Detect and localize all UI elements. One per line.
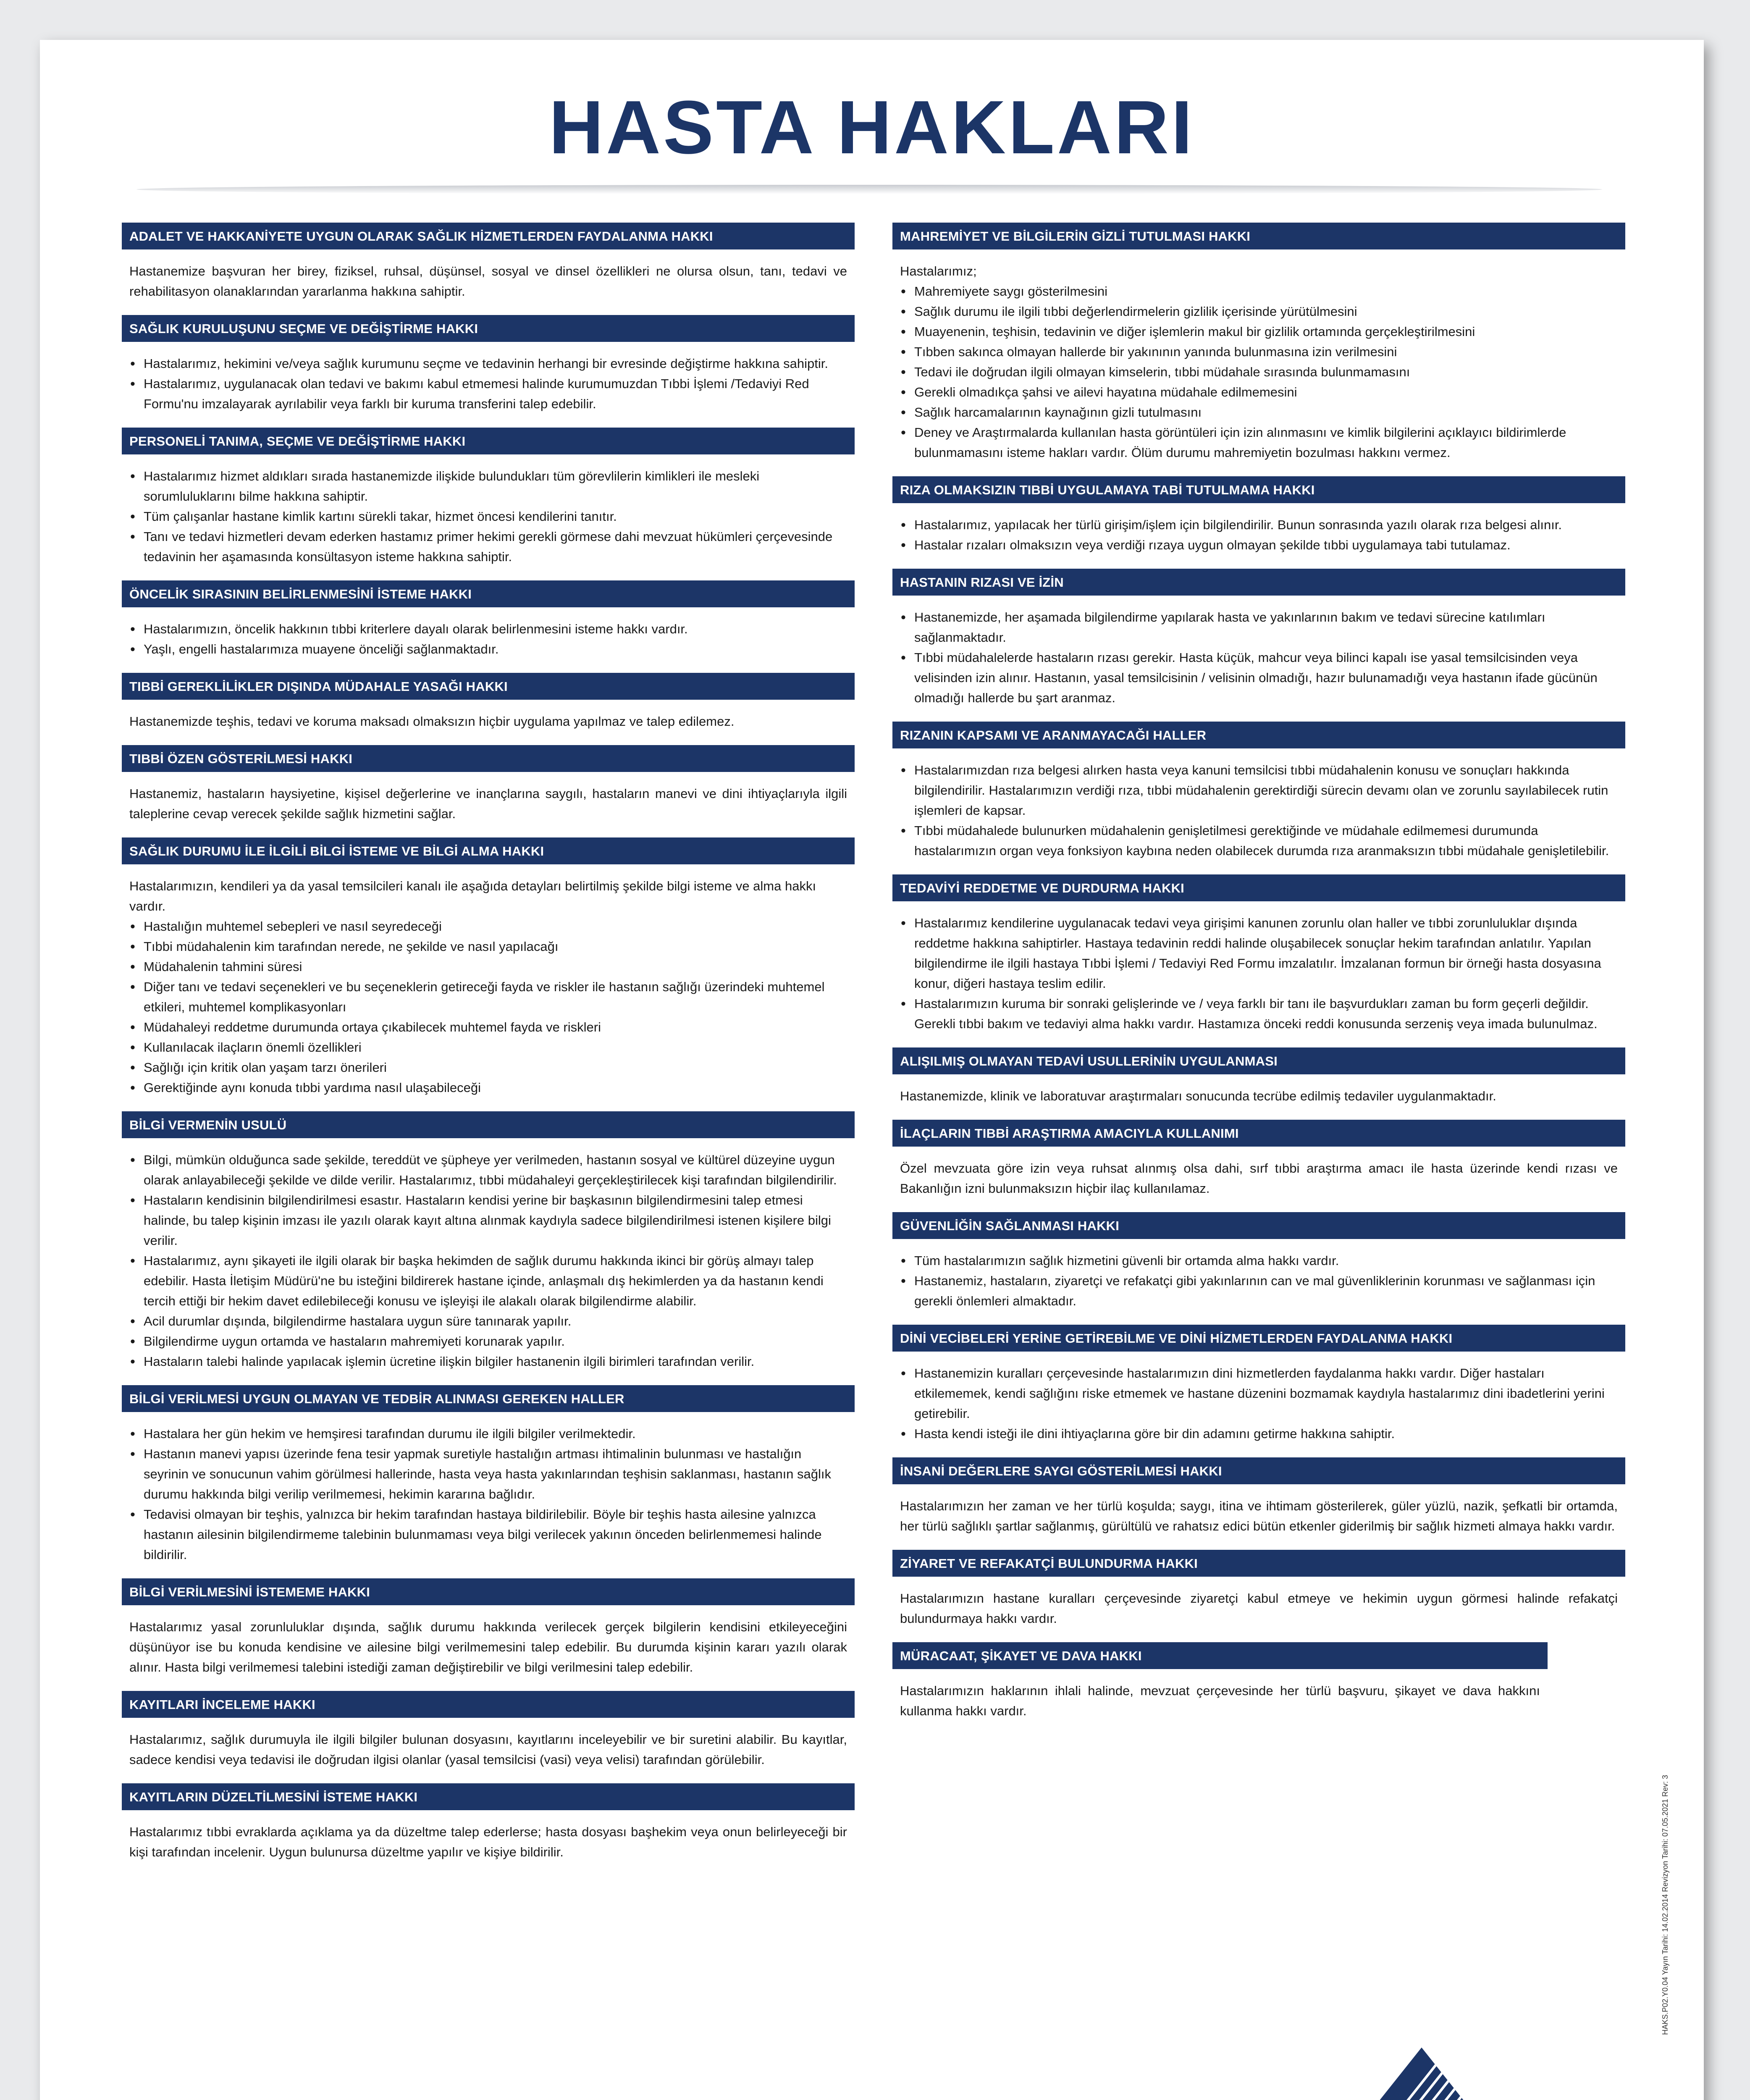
- section-body: [892, 1669, 1548, 1721]
- bullet-item: • Diğer tanı ve tedavi seçenekleri ve bu seçeneklerin getireceği fayda ve riskler ile hastanın sağlığı üzerindeki muhtemel etkileri, muhtemel komplikasyonları: [129, 977, 847, 1017]
- section-body: [892, 1074, 1625, 1106]
- section-heading: MÜRACAAT, ŞİKAYET VE DAVA HAKKI: [892, 1642, 1548, 1669]
- section-paragraph: Hastalarımız;: [900, 264, 977, 278]
- rights-section: [892, 1120, 1625, 1199]
- section-paragraph: Hastalarımız, sağlık durumuyla ile ilgili bilgiler bulunan dosyasını, kayıtlarını inceleyebilir ve bir suretini alabilir. Bu kayıtlar, sadece kendisi veya tedavisi ile doğrudan ilgisi olanlar (yasal temsilcisi (vasi) veya velisi) tarafından görülebilir.: [129, 1732, 847, 1767]
- rights-section: [892, 1212, 1625, 1311]
- bullet-list: [129, 354, 847, 414]
- section-body: [122, 454, 855, 567]
- bullet-item: • Hastanemizin kuralları çerçevesinde hastalarımızın dini hizmetlerden faydalanma hakkı vardır. Diğer hastaları etkilememek, kendi sağlığını riske etmemek ve hastane düzenini bozmamak kaydıyla hastalarımız dini ibadetlerini yerini getirebilir.: [900, 1363, 1618, 1424]
- bullet-item: • Bilgilendirme uygun ortamda ve hastaların mahremiyeti korunarak yapılır.: [129, 1331, 847, 1352]
- left-column: [122, 223, 855, 1876]
- rights-section: [122, 315, 855, 414]
- section-heading: RIZA OLMAKSIZIN TIBBİ UYGULAMAYA TABİ TUTULMAMA HAKKI: [892, 476, 1625, 503]
- section-body: [122, 1718, 855, 1770]
- rights-section: [122, 745, 855, 824]
- section-paragraph: Hastanemizde, klinik ve laboratuvar araştırmaları sonucunda tecrübe edilmiş tedaviler uygulanmaktadır.: [900, 1089, 1496, 1103]
- bullet-item: • Tüm çalışanlar hastane kimlik kartını sürekli takar, hizmet öncesi kendilerini tanıtır.: [129, 507, 847, 527]
- rights-section: [892, 1642, 1548, 1721]
- rights-section: [122, 428, 855, 567]
- rights-section: [122, 580, 855, 659]
- bullet-item: • Hastalarımız, hekimini ve/veya sağlık kurumunu seçme ve tedavinin herhangi bir evresinde değiştirme hakkına sahiptir.: [129, 354, 847, 374]
- rights-section: [122, 1385, 855, 1565]
- bullet-list: [129, 466, 847, 567]
- rights-section: [892, 476, 1625, 555]
- rights-section: [122, 223, 855, 302]
- bullet-item: • Hastalarımız, aynı şikayeti ile ilgili olarak bir başka hekimden de sağlık durumu hakkında ikinci bir görüş almayı talep edebilir. Hasta İletişim Müdürü'ne bu isteğini bildirerek hastane içinde, anlaşmalı dış hekimlerden ya da hastanın kendi tercih ettiği bir hekim davet edilebileceği konusu ve işleyişi ile alakalı olarak bilgilendirme alabilir.: [129, 1251, 847, 1311]
- section-paragraph: Hastalarımızın, kendileri ya da yasal temsilcileri kanalı ile aşağıda detayları belirtilmiş şekilde bilgi isteme ve alma hakkı vardır.: [129, 879, 816, 914]
- bullet-item: • Hastalığın muhtemel sebepleri ve nasıl seyredeceği: [129, 916, 847, 937]
- section-body: [892, 596, 1625, 708]
- rights-section: [122, 837, 855, 1098]
- section-heading: TEDAVİYİ REDDETME VE DURDURMA HAKKI: [892, 874, 1625, 901]
- hospital-logo: [1306, 2045, 1617, 2100]
- section-heading: GÜVENLİĞİN SAĞLANMASI HAKKI: [892, 1212, 1625, 1239]
- rights-section: [892, 223, 1625, 463]
- bullet-list: [900, 1251, 1618, 1311]
- bullet-item: • Hastanemizde, her aşamada bilgilendirme yapılarak hasta ve yakınlarının bakım ve tedavi sürecine katılımları sağlanmaktadır.: [900, 607, 1618, 648]
- bullet-item: • Muayenenin, teşhisin, tedavinin ve diğer işlemlerin makul bir gizlilik ortamında gerçekleştirilmesini: [900, 322, 1618, 342]
- bullet-item: • Müdahaleyi reddetme durumunda ortaya çıkabilecek muhtemel fayda ve riskleri: [129, 1017, 847, 1037]
- section-heading: BİLGİ VERİLMESİNİ İSTEMEME HAKKI: [122, 1578, 855, 1605]
- section-body: [122, 342, 855, 414]
- bullet-item: • Müdahalenin tahmini süresi: [129, 957, 847, 977]
- section-heading: BİLGİ VERİLMESİ UYGUN OLMAYAN VE TEDBİR ALINMASI GEREKEN HALLER: [122, 1385, 855, 1412]
- bullet-item: • Tıbbi müdahalenin kim tarafından nerede, ne şekilde ve nasıl yapılacağı: [129, 937, 847, 957]
- bullet-list: [129, 619, 847, 659]
- bullet-item: • Acil durumlar dışında, bilgilendirme hastalara uygun süre tanınarak yapılır.: [129, 1311, 847, 1331]
- section-heading: İLAÇLARIN TIBBİ ARAŞTIRMA AMACIYLA KULLANIMI: [892, 1120, 1625, 1147]
- bullet-item: • Hastalarımız, uygulanacak olan tedavi ve bakımı kabul etmemesi halinde kurumumuzdan Tıbbi İşlemi /Tedaviyi Red Formu'nu imzalayarak ayrılabilir veya farklı bir kuruma transferini talep edebilir.: [129, 374, 847, 414]
- bullet-item: • Tüm hastalarımızın sağlık hizmetini güvenli bir ortamda alma hakkı vardır.: [900, 1251, 1618, 1271]
- bullet-item: • Yaşlı, engelli hastalarımıza muayene önceliği sağlanmaktadır.: [129, 639, 847, 659]
- bullet-item: • Kullanılacak ilaçların önemli özellikleri: [129, 1037, 847, 1058]
- rights-section: [892, 722, 1625, 861]
- section-body: [892, 901, 1625, 1034]
- section-body: [892, 1577, 1625, 1629]
- bullet-item: • Sağlık harcamalarının kaynağının gizli tutulmasını: [900, 402, 1618, 423]
- bullet-list: [900, 913, 1618, 1034]
- section-paragraph: Hastalarımızın hastane kuralları çerçevesinde ziyaretçi kabul etmeye ve hekimin uygun görmesi halinde refakatçi bulundurmaya hakkı vardır.: [900, 1591, 1618, 1626]
- bullet-item: • Hastalar rızaları olmaksızın veya verdiği rızaya uygun olmayan şekilde tıbbi uygulamaya tabi tutulamaz.: [900, 535, 1618, 555]
- section-body: [122, 1605, 855, 1677]
- bullet-list: [900, 760, 1618, 861]
- bullet-list: [129, 916, 847, 1098]
- document-code: HAKS.P02.Y0.04 Yayın Tarihi: 14.02.2014 Revizyon Tarihi: 07.05.2021 Rev: 3: [1661, 1774, 1669, 2035]
- bullet-list: [900, 1363, 1618, 1444]
- section-heading: HASTANIN RIZASI VE İZİN: [892, 569, 1625, 596]
- bullet-list: [129, 1150, 847, 1372]
- section-heading: PERSONELİ TANIMA, SEÇME VE DEĞİŞTİRME HAKKI: [122, 428, 855, 454]
- rights-section: [122, 1783, 855, 1862]
- section-heading: ÖNCELİK SIRASININ BELİRLENMESİNİ İSTEME HAKKI: [122, 580, 855, 607]
- section-body: [122, 772, 855, 824]
- title-divider: [136, 185, 1602, 194]
- bullet-item: • Hastanın manevi yapısı üzerinde fena tesir yapmak suretiyle hastalığın artması ihtimalinin bulunması ve hastalığın seyrinin ve sonucunun vahim görülmesi hallerinde, hasta veya hasta yakınlarından teşhisin saklanması, hastanın sağlık durumu hakkında bilgi verilip verilmemesi, hekimin kararına bağlıdır.: [129, 1444, 847, 1504]
- rights-section: [122, 1578, 855, 1677]
- bullet-item: • Gerekli olmadıkça şahsi ve ailevi hayatına müdahale edilmemesini: [900, 382, 1618, 402]
- rights-section: [892, 1047, 1625, 1106]
- rights-section: [892, 569, 1625, 708]
- section-heading: ADALET VE HAKKANİYETE UYGUN OLARAK SAĞLIK HİZMETLERDEN FAYDALANMA HAKKI: [122, 223, 855, 249]
- bullet-item: • Tıbbi müdahalelerde hastaların rızası gerekir. Hasta küçük, mahcur veya bilinci kapalı ise yasal temsilcisinden veya velisinden izin alınır. Hastanın, yasal temsilcisinin / velisinin olmadığı, hazır bulunamadığı veya hastanın ifade gücünün olmadığı hallerde bu şart aranmaz.: [900, 648, 1618, 708]
- rights-section: [122, 1111, 855, 1372]
- section-body: [122, 607, 855, 659]
- section-body: [892, 1147, 1625, 1199]
- section-heading: BİLGİ VERMENİN USULÜ: [122, 1111, 855, 1138]
- bullet-list: [900, 607, 1618, 708]
- bullet-item: • Hastalarımızın, öncelik hakkının tıbbi kriterlere dayalı olarak belirlenmesini isteme hakkı vardır.: [129, 619, 847, 639]
- section-heading: TIBBİ ÖZEN GÖSTERİLMESİ HAKKI: [122, 745, 855, 772]
- section-heading: SAĞLIK DURUMU İLE İLGİLİ BİLGİ İSTEME VE BİLGİ ALMA HAKKI: [122, 837, 855, 864]
- bullet-item: • Hastalarımızın kuruma bir sonraki gelişlerinde ve / veya farklı bir tanı ile başvurdukları zaman bu form geçerli değildir. Gerekli tıbbi bakım ve tedaviyi alma hakkı vardır. Hastamıza önceki reddi konusunda serzeniş veya imada bulunulmaz.: [900, 994, 1618, 1034]
- bullet-item: • Sağlığı için kritik olan yaşam tarzı önerileri: [129, 1058, 847, 1078]
- bullet-list: [900, 281, 1618, 463]
- rights-section: [892, 1325, 1625, 1444]
- section-heading: TIBBİ GEREKLİLİKLER DIŞINDA MÜDAHALE YASAĞI HAKKI: [122, 673, 855, 700]
- bullet-item: • Hastalarımızdan rıza belgesi alırken hasta veya kanuni temsilcisi tıbbi müdahalenin konusu ve sonuçları hakkında bilgilendirilir. Hastalarımızın verdiği rıza, tıbbi müdahalenin gerektirdiği sürecin devamı olan ve zorunlu sayılabilecek rutin işlemleri de kapsar.: [900, 760, 1618, 821]
- bullet-item: • Hastalarımız hizmet aldıkları sırada hastanemizde ilişkide bulundukları tüm görevlilerin kimlikleri ile mesleki sorumluluklarını bilme hakkına sahiptir.: [129, 466, 847, 507]
- logo-triangle-icon: [1306, 2045, 1617, 2100]
- section-body: [892, 1239, 1625, 1311]
- section-body: [892, 748, 1625, 861]
- bullet-item: • Tıbben sakınca olmayan hallerde bir yakınının yanında bulunmasına izin verilmesini: [900, 342, 1618, 362]
- section-body: [122, 249, 855, 302]
- poster: [40, 40, 1704, 2100]
- bullet-list: [900, 515, 1618, 555]
- bullet-item: • Hastalara her gün hekim ve hemşiresi tarafından durumu ile ilgili bilgiler verilmektedir.: [129, 1424, 847, 1444]
- bullet-item: • Tanı ve tedavi hizmetleri devam ederken hastamız primer hekimi gerekli görmese dahi mevzuat hükümleri çerçevesinde tedavinin her aşamasında konsültasyon isteme hakkına sahiptir.: [129, 527, 847, 567]
- bullet-item: • Tedavi ile doğrudan ilgili olmayan kimselerin, tıbbi müdahale sırasında bulunmamasını: [900, 362, 1618, 382]
- section-body: [122, 700, 855, 732]
- bullet-item: • Bilgi, mümkün olduğunca sade şekilde, tereddüt ve şüpheye yer verilmeden, hastanın sosyal ve kültürel düzeyine uygun olarak anlayabileceği şekilde ve dilde verilir. Hastalarımız, tıbbi müdahaleyi gerçekleştirilecek kişi tarafından bilgilendirilir.: [129, 1150, 847, 1190]
- section-heading: ALIŞILMIŞ OLMAYAN TEDAVİ USULLERİNİN UYGULANMASI: [892, 1047, 1625, 1074]
- section-paragraph: Özel mevzuata göre izin veya ruhsat alınmış olsa dahi, sırf tıbbi araştırma amacı ile hasta üzerinde kendi rızası ve Bakanlığın izni bulunmaksızın hiçbir ilaç kullanılamaz.: [900, 1161, 1618, 1196]
- rights-section: [892, 874, 1625, 1034]
- rights-section: [892, 1457, 1625, 1536]
- section-body: [892, 1352, 1625, 1444]
- bullet-list: [129, 1424, 847, 1565]
- bullet-item: • Mahremiyete saygı gösterilmesini: [900, 281, 1618, 302]
- section-body: [122, 1810, 855, 1862]
- right-column: [892, 223, 1625, 1735]
- section-paragraph: Hastalarımızın haklarının ihlali halinde, mevzuat çerçevesinde her türlü başvuru, şikayet ve dava hakkını kullanma hakkı vardır.: [900, 1683, 1540, 1718]
- rights-section: [122, 1691, 855, 1770]
- bullet-item: • Hasta kendi isteği ile dini ihtiyaçlarına göre bir din adamını getirme hakkına sahiptir.: [900, 1424, 1618, 1444]
- section-paragraph: Hastanemizde teşhis, tedavi ve koruma maksadı olmaksızın hiçbir uygulama yapılmaz ve talep edilemez.: [129, 714, 735, 729]
- rights-section: [892, 1550, 1625, 1629]
- bullet-item: • Sağlık durumu ile ilgili tıbbi değerlendirmelerin gizlilik içerisinde yürütülmesini: [900, 302, 1618, 322]
- section-body: [892, 503, 1625, 555]
- bullet-item: • Gerektiğinde aynı konuda tıbbi yardıma nasıl ulaşabileceği: [129, 1078, 847, 1098]
- section-paragraph: Hastalarımızın her zaman ve her türlü koşulda; saygı, itina ve ihtimam gösterilerek, güler yüzlü, nazik, şefkatli bir ortamda, her türlü sağlıklı şartlar sağlanmış, gürültülü ve rahatsız edici bütün etkenler giderilmiş bir sağlık hizmeti almaya hakkı vardır.: [900, 1499, 1618, 1533]
- bullet-item: • Deney ve Araştırmalarda kullanılan hasta görüntüleri için izin alınmasını ve kimlik bilgilerini açıklayıcı bildirimlerde bulunmamasını isteme hakları vardır. Ölüm durumu mahremiyetin bozulması hakkını vermez.: [900, 423, 1618, 463]
- bullet-item: • Hastaların talebi halinde yapılacak işlemin ücretine ilişkin bilgiler hastanenin ilgili birimleri tarafından verilir.: [129, 1352, 847, 1372]
- bullet-item: • Hastalarımız, yapılacak her türlü girişim/işlem için bilgilendirilir. Bunun sonrasında yazılı olarak rıza belgesi alınır.: [900, 515, 1618, 535]
- section-body: [122, 864, 855, 1098]
- rights-section: [122, 673, 855, 732]
- bullet-item: • Hastalarımız kendilerine uygulanacak tedavi veya girişimi kanunen zorunlu olan haller ve tıbbi zorunluluklar dışında reddetme hakkına sahiptirler. Hastaya tedavinin reddi halinde oluşabilecek sonuçlar hekim tarafından anlatılır. Yapılan bilgilendirme ile ilgili hastaya Tıbbi İşlemi / Tedaviyi Red Formu imzalatılır. İmzalanan formun bir örneği hasta dosyasına konur, diğeri hastaya teslim edilir.: [900, 913, 1618, 994]
- section-heading: KAYITLARIN DÜZELTİLMESİNİ İSTEME HAKKI: [122, 1783, 855, 1810]
- section-paragraph: Hastalarımız yasal zorunluluklar dışında, sağlık durumu hakkında verilecek gerçek bilgilerin kendisini etkileyeceğini düşünüyor ise bu konuda kendisine ve ailesine bilgi verilmemesini talep edebilir. Bu durumda kişinin kararı yazılı olarak alınır. Hasta bilgi verilmemesi talebini istediği zaman değiştirebilir ve bilgi verilmesini talep edebilir.: [129, 1620, 847, 1675]
- section-paragraph: Hastalarımız tıbbi evraklarda açıklama ya da düzeltme talep ederlerse; hasta dosyası başhekim veya onun belirleyeceği bir kişi tarafından incelenir. Uygun bulunursa düzeltme yapılır ve kişiye bildirilir.: [129, 1824, 847, 1859]
- bullet-item: • Tedavisi olmayan bir teşhis, yalnızca bir hekim tarafından hastaya bildirilebilir. Böyle bir teşhis hasta ailesine yalnızca hastanın ailesinin bilgilendirmeme talebinin bulunmaması veya bilgi verilecek yakının önceden belirlenmemesi halinde bildirilir.: [129, 1504, 847, 1565]
- bullet-item: • Tıbbi müdahalede bulunurken müdahalenin genişletilmesi gerektiğinde ve müdahale edilmemesi durumunda hastalarımızın organ veya fonksiyon kaybına neden olabilecek durumda rıza aranmaksızın tıbbi müdahale genişletilebilir.: [900, 821, 1618, 861]
- section-body: [892, 1484, 1625, 1536]
- section-heading: KAYITLARI İNCELEME HAKKI: [122, 1691, 855, 1718]
- section-heading: ZİYARET VE REFAKATÇİ BULUNDURMA HAKKI: [892, 1550, 1625, 1577]
- bullet-item: • Hastaların kendisinin bilgilendirilmesi esastır. Hastaların kendisi yerine bir başkasının bilgilendirmesini talep etmesi halinde, bu talep kişinin imzası ile yazılı olarak kayıt altına alınmak kaydıyla sadece bilgilendirilmesi istenen kişilere bilgi verilir.: [129, 1190, 847, 1251]
- section-body: [892, 249, 1625, 463]
- section-paragraph: Hastanemiz, hastaların haysiyetine, kişisel değerlerine ve inançlarına saygılı, hastaların manevi ve dini ihtiyaçlarıyla ilgili taleplerine cevap verecek şekilde sağlık hizmetini sağlar.: [129, 786, 847, 821]
- section-heading: DİNİ VECİBELERİ YERİNE GETİREBİLME VE DİNİ HİZMETLERDEN FAYDALANMA HAKKI: [892, 1325, 1625, 1352]
- section-heading: SAĞLIK KURULUŞUNU SEÇME VE DEĞİŞTİRME HAKKI: [122, 315, 855, 342]
- section-body: [122, 1138, 855, 1372]
- section-body: [122, 1412, 855, 1565]
- section-heading: İNSANİ DEĞERLERE SAYGI GÖSTERİLMESİ HAKKI: [892, 1457, 1625, 1484]
- page-title: HASTA HAKLARI: [549, 85, 1195, 170]
- bullet-item: • Hastanemiz, hastaların, ziyaretçi ve refakatçi gibi yakınlarının can ve mal güvenliklerinin korunması ve sağlanması için gerekli önlemleri almaktadır.: [900, 1271, 1618, 1311]
- section-paragraph: Hastanemize başvuran her birey, fiziksel, ruhsal, düşünsel, sosyal ve dinsel özellikleri ne olursa olsun, tanı, tedavi ve rehabilitasyon olanaklarından yararlanma hakkına sahiptir.: [129, 264, 847, 299]
- section-heading: MAHREMİYET VE BİLGİLERİN GİZLİ TUTULMASI HAKKI: [892, 223, 1625, 249]
- section-heading: RIZANIN KAPSAMI VE ARANMAYACAĞI HALLER: [892, 722, 1625, 748]
